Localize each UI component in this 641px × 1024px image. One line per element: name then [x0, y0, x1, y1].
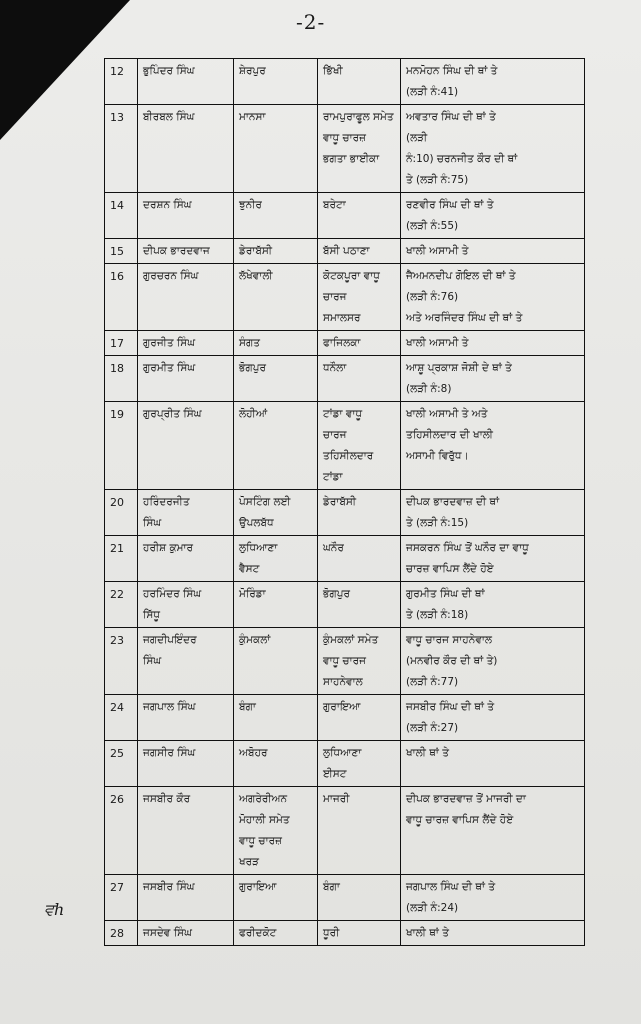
cell-text-line: ਲੁਧਿਆਣਾ: [323, 747, 362, 759]
new-posting-cell: ਘਨੌਰ: [318, 536, 401, 582]
remarks-cell: [401, 582, 585, 628]
table-row: [105, 239, 585, 264]
table-row: [105, 787, 585, 875]
cell-text-line: ਜੈਅਮਨਦੀਪ ਗੋਇਲ ਦੀ ਥਾਂ ਤੇ: [406, 270, 516, 282]
serial-number-cell: 25: [105, 741, 138, 787]
current-posting-cell: ਸੰਗਤ: [234, 331, 318, 356]
cell-text-line: ਨੰ:10) ਚਰਨਜੀਤ ਕੌਰ ਦੀ ਥਾਂ: [406, 153, 518, 165]
current-posting-cell: ਬੰਗਾ: [234, 695, 318, 741]
cell-text-line: (ਲੜੀ ਨੰ:27): [406, 722, 459, 734]
cell-text-line: ਚਾਰਜ: [323, 291, 347, 303]
cell-text-line: ਤੇ (ਲੜੀ ਨੰ:15): [406, 517, 469, 529]
serial-number-cell: 13: [105, 105, 138, 193]
table-row: [105, 356, 585, 402]
cell-text-line: ਟਾਂਡਾ: [323, 471, 343, 483]
officer-name-cell: ਭੁਪਿੰਦਰ ਸਿੰਘ: [138, 59, 234, 105]
current-posting-cell: ਭੋਗਪੁਰ: [234, 356, 318, 402]
remarks-cell: [401, 356, 585, 402]
table-row: [105, 490, 585, 536]
cell-text-line: ਤੇ (ਲੜੀ ਨੰ:18): [406, 609, 469, 621]
officer-name-cell: ਜਸਦੇਵ ਸਿੰਘ: [138, 921, 234, 946]
new-posting-cell: [318, 264, 401, 331]
new-posting-cell: [318, 628, 401, 695]
table-row: [105, 536, 585, 582]
remarks-cell: [401, 264, 585, 331]
table-row: [105, 741, 585, 787]
officer-name-cell: ਹਰੀਸ਼ ਕੁਮਾਰ: [138, 536, 234, 582]
cell-text-line: ਚਾਰਜ਼ ਵਾਪਿਸ ਲੈਂਦੇ ਹੋਏ: [406, 563, 494, 575]
cell-text-line: ਦੀਪਕ ਭਾਰਦਵਾਜ਼ ਦੀ ਥਾਂ: [406, 496, 500, 508]
cell-text-line: ਵਾਧੂ ਚਾਰਜ: [323, 655, 366, 667]
cell-text-line: (ਮਨਵੀਰ ਕੌਰ ਦੀ ਥਾਂ ਤੇ): [406, 655, 498, 667]
cell-text-line: (ਲੜੀ ਨੰ:8): [406, 383, 452, 395]
serial-number-cell: 23: [105, 628, 138, 695]
officer-name-cell: ਗੁਰਪ੍ਰੀਤ ਸਿੰਘ: [138, 402, 234, 490]
cell-text-line: ਸਿੰਘ: [143, 655, 162, 667]
serial-number-cell: 24: [105, 695, 138, 741]
current-posting-cell: ਅਬੋਹਰ: [234, 741, 318, 787]
cell-text-line: ਸਮਾਲਸਰ: [323, 312, 361, 324]
cell-text-line: ਵਾਧੂ ਚਾਰਜ਼ ਵਾਪਿਸ ਲੈਂਦੇ ਹੋਏ: [406, 814, 514, 826]
cell-text-line: ਅਗਰੇਰੀਅਨ: [239, 793, 288, 805]
cell-text-line: ਖਾਲੀ ਅਸਾਮੀ ਤੇ ਅਤੇ: [406, 408, 488, 420]
cell-text-line: ਤਹਿਸੀਲਦਾਰ ਦੀ ਖਾਲੀ: [406, 429, 493, 441]
cell-text-line: ਅਵਤਾਰ ਸਿੰਘ ਦੀ ਥਾਂ ਤੇ: [406, 111, 496, 123]
cell-text-line: (ਲੜੀ ਨੰ:41): [406, 86, 459, 98]
current-posting-cell: ਫਰੀਦਕੋਟ: [234, 921, 318, 946]
table-row: [105, 59, 585, 105]
cell-text-line: ਟਾਂਡਾ ਵਾਧੂ: [323, 408, 363, 420]
remarks-cell: [401, 402, 585, 490]
cell-text-line: ਵਾਧੂ ਚਾਰਜ਼: [323, 132, 366, 144]
serial-number-cell: 15: [105, 239, 138, 264]
officer-name-cell: ਦਰਸ਼ਨ ਸਿੰਘ: [138, 193, 234, 239]
officer-name-cell: [138, 490, 234, 536]
cell-text-line: (ਲੜੀ ਨੰ:76): [406, 291, 459, 303]
remarks-cell: ਖਾਲੀ ਥਾਂ ਤੇ: [401, 921, 585, 946]
new-posting-cell: ਭਿੱਖੀ: [318, 59, 401, 105]
cell-text-line: ਦੀਪਕ ਭਾਰਦਵਾਜ਼ ਤੋਂ ਮਾਜਰੀ ਦਾ: [406, 793, 526, 805]
new-posting-cell: [318, 105, 401, 193]
serial-number-cell: 28: [105, 921, 138, 946]
remarks-cell: ਖਾਲੀ ਥਾਂ ਤੇ: [401, 741, 585, 787]
officer-name-cell: ਦੀਪਕ ਭਾਰਦਵਾਜ: [138, 239, 234, 264]
table-row: [105, 695, 585, 741]
cell-text-line: ਅਤੇ ਅਰਜਿੰਦਰ ਸਿੰਘ ਦੀ ਥਾਂ ਤੇ: [406, 312, 523, 324]
officer-name-cell: ਗੁਰਜੀਤ ਸਿੰਘ: [138, 331, 234, 356]
table-row: [105, 402, 585, 490]
cell-text-line: ਪੋਸਟਿੰਗ ਲਈ: [239, 496, 291, 508]
cell-text-line: ਸਿੰਘ: [143, 517, 162, 529]
officer-name-cell: ਜਸਬੀਰ ਕੌਰ: [138, 787, 234, 875]
cell-text-line: ਲੁਧਿਆਣਾ: [239, 542, 278, 554]
officer-name-cell: [138, 582, 234, 628]
current-posting-cell: ਝੁਨੀਰ: [234, 193, 318, 239]
remarks-cell: [401, 628, 585, 695]
serial-number-cell: 17: [105, 331, 138, 356]
new-posting-cell: ਗੁਰਾਇਆ: [318, 695, 401, 741]
current-posting-cell: ਸ਼ੇਰਪੁਰ: [234, 59, 318, 105]
current-posting-cell: ਕੁੰਮਕਲਾਂ: [234, 628, 318, 695]
current-posting-cell: [234, 787, 318, 875]
cell-text-line: ਮਨਮੋਹਨ ਸਿੰਘ ਦੀ ਥਾਂ ਤੇ: [406, 65, 498, 77]
new-posting-cell: [318, 741, 401, 787]
cell-text-line: ਤੇ (ਲੜੀ ਨੰ:75): [406, 174, 469, 186]
current-posting-cell: ਡੇਰਾਬੱਸੀ: [234, 239, 318, 264]
cell-text-line: ਸਿੱਧੂ: [143, 609, 160, 621]
officer-name-cell: ਬੀਰਬਲ ਸਿੰਘ: [138, 105, 234, 193]
cell-text-line: ਜਗਦੀਪਇੰਦਰ: [143, 634, 197, 646]
serial-number-cell: 26: [105, 787, 138, 875]
cell-text-line: ਹਰਿੰਦਰਜੀਤ: [143, 496, 190, 508]
remarks-cell: [401, 105, 585, 193]
cell-text-line: ਗੁਰਮੀਤ ਸਿੰਘ ਦੀ ਥਾਂ: [406, 588, 485, 600]
cell-text-line: ਮੋਹਾਲੀ ਸਮੇਤ: [239, 814, 290, 826]
cell-text-line: ਰਾਮਪੁਰਾਫੂਲ ਸਮੇਤ: [323, 111, 394, 123]
new-posting-cell: [318, 402, 401, 490]
remarks-cell: [401, 875, 585, 921]
serial-number-cell: 18: [105, 356, 138, 402]
officer-name-cell: [138, 628, 234, 695]
remarks-cell: ਖਾਲੀ ਅਸਾਮੀ ਤੇ: [401, 239, 585, 264]
cell-text-line: ਚਾਰਜ: [323, 429, 347, 441]
serial-number-cell: 21: [105, 536, 138, 582]
officer-name-cell: ਜਸਬੀਰ ਸਿੰਘ: [138, 875, 234, 921]
cell-text-line: ਸਾਹਨੇਵਾਲ: [323, 676, 363, 688]
cell-text-line: ਆਸ਼ੂ ਪ੍ਰਕਾਸ਼ ਜੋਸ਼ੀ ਦੇ ਥਾਂ ਤੇ: [406, 362, 512, 374]
cell-text-line: ਤਹਿਸੀਲਦਾਰ: [323, 450, 374, 462]
new-posting-cell: ਡੇਰਾਬੱਸੀ: [318, 490, 401, 536]
remarks-cell: [401, 787, 585, 875]
new-posting-cell: ਬਰੇਟਾ: [318, 193, 401, 239]
cell-text-line: ਜਸਕਰਨ ਸਿੰਘ ਤੋਂ ਘਨੌਰ ਦਾ ਵਾਧੂ: [406, 542, 529, 554]
new-posting-cell: ਧਨੌਲਾ: [318, 356, 401, 402]
cell-text-line: ਉਪਲਬੱਧ: [239, 517, 274, 529]
table-row: [105, 264, 585, 331]
handwritten-margin-note: ਵh: [44, 900, 65, 919]
current-posting-cell: [234, 490, 318, 536]
table-row: [105, 628, 585, 695]
current-posting-cell: ਗੁਰਾਇਆ: [234, 875, 318, 921]
transfer-table-body: [105, 59, 585, 946]
new-posting-cell: ਫਾਜਿਲਕਾ: [318, 331, 401, 356]
current-posting-cell: ਮੋਰਿੰਡਾ: [234, 582, 318, 628]
remarks-cell: [401, 490, 585, 536]
cell-text-line: (ਲੜੀ ਨੰ:55): [406, 220, 459, 232]
table-row: [105, 921, 585, 946]
table-row: [105, 193, 585, 239]
officer-name-cell: ਗੁਰਚਰਨ ਸਿੰਘ: [138, 264, 234, 331]
table-row: [105, 582, 585, 628]
remarks-cell: [401, 695, 585, 741]
new-posting-cell: ਬੰਗਾ: [318, 875, 401, 921]
cell-text-line: (ਲੜੀ: [406, 132, 428, 144]
serial-number-cell: 14: [105, 193, 138, 239]
officer-name-cell: ਜਗਸੀਰ ਸਿੰਘ: [138, 741, 234, 787]
cell-text-line: ਭਗਤਾ ਭਾਈਕਾ: [323, 153, 380, 165]
cell-text-line: ਵਾਧੂ ਚਾਰਜ ਸਾਹਨੇਵਾਲ: [406, 634, 492, 646]
cell-text-line: ਵਾਧੂ ਚਾਰਜ਼: [239, 835, 282, 847]
remarks-cell: [401, 59, 585, 105]
cell-text-line: ਜਸਬੀਰ ਸਿੰਘ ਦੀ ਥਾਂ ਤੇ: [406, 701, 495, 713]
remarks-cell: [401, 536, 585, 582]
serial-number-cell: 20: [105, 490, 138, 536]
cell-text-line: ਹਰਮਿੰਦਰ ਸਿੰਘ: [143, 588, 202, 600]
transfer-table: [104, 58, 585, 946]
cell-text-line: ਰਣਵੀਰ ਸਿੰਘ ਦੀ ਥਾਂ ਤੇ: [406, 199, 494, 211]
cell-text-line: ਵੈਸਟ: [239, 563, 260, 575]
serial-number-cell: 22: [105, 582, 138, 628]
current-posting-cell: ਲੱਖੇਵਾਲੀ: [234, 264, 318, 331]
cell-text-line: ਅਸਾਮੀ ਵਿਰੁੱਧ।: [406, 450, 469, 462]
serial-number-cell: 19: [105, 402, 138, 490]
cell-text-line: ਜਗਪਾਲ ਸਿੰਘ ਦੀ ਥਾਂ ਤੇ: [406, 881, 496, 893]
cell-text-line: ਖਰੜ: [239, 856, 260, 868]
cell-text-line: ਈਸਟ: [323, 768, 347, 780]
table-row: [105, 105, 585, 193]
serial-number-cell: 12: [105, 59, 138, 105]
remarks-cell: ਖਾਲੀ ਅਸਾਮੀ ਤੇ: [401, 331, 585, 356]
cell-text-line: (ਲੜੀ ਨੰ:77): [406, 676, 459, 688]
serial-number-cell: 27: [105, 875, 138, 921]
officer-name-cell: ਜਗਪਾਲ ਸਿੰਘ: [138, 695, 234, 741]
cell-text-line: ਕੋਟਕਪੂਰਾ ਵਾਧੂ: [323, 270, 380, 282]
new-posting-cell: ਮਾਜਰੀ: [318, 787, 401, 875]
table-row: [105, 875, 585, 921]
page-number: -2-: [296, 10, 326, 34]
current-posting-cell: ਲੋਹੀਆਂ: [234, 402, 318, 490]
serial-number-cell: 16: [105, 264, 138, 331]
officer-name-cell: ਗੁਰਮੀਤ ਸਿੰਘ: [138, 356, 234, 402]
new-posting-cell: ਧੂਰੀ: [318, 921, 401, 946]
remarks-cell: [401, 193, 585, 239]
table-row: [105, 331, 585, 356]
current-posting-cell: [234, 536, 318, 582]
cell-text-line: ਕੁੰਮਕਲਾਂ ਸਮੇਤ: [323, 634, 379, 646]
new-posting-cell: ਭੋਗਪੁਰ: [318, 582, 401, 628]
current-posting-cell: ਮਾਨਸਾ: [234, 105, 318, 193]
cell-text-line: (ਲੜੀ ਨੰ:24): [406, 902, 459, 914]
new-posting-cell: ਬੱਸੀ ਪਠਾਣਾ: [318, 239, 401, 264]
